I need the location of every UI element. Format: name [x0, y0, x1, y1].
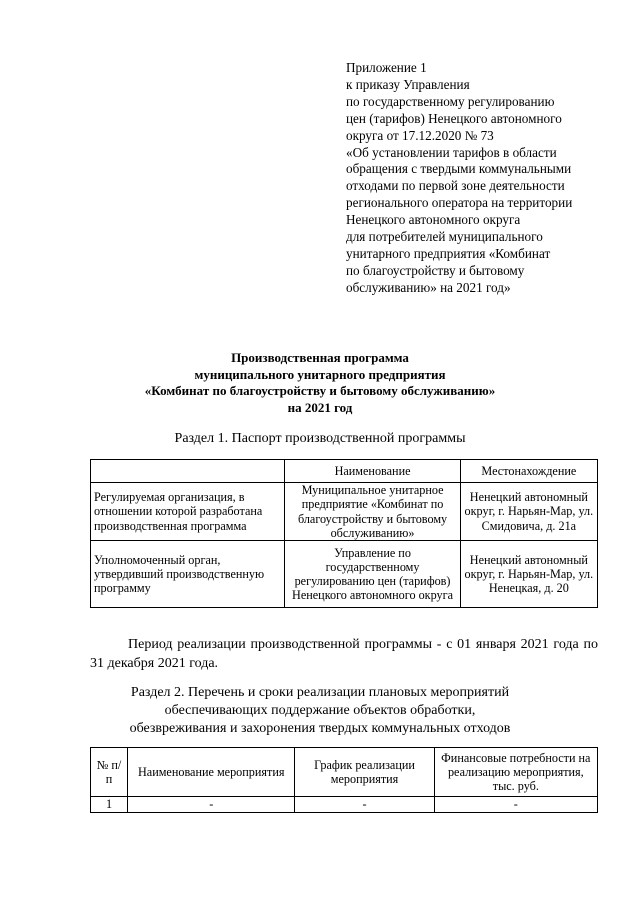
header-cell-name: Наименование: [285, 460, 460, 483]
row-schedule-cell: -: [295, 797, 434, 813]
appendix-line: обслуживанию» на 2021 год»: [346, 279, 511, 295]
appendix-line: по благоустройству и бытовому: [346, 262, 525, 278]
appendix-line: Приложение 1: [346, 60, 427, 75]
appendix-block: [346, 60, 626, 297]
appendix-line: округа от 17.12.2020 № 73: [346, 127, 494, 143]
title-line: Производственная программа: [231, 350, 409, 365]
appendix-line: «Об установлении тарифов в области: [346, 144, 557, 160]
header-cell-finance: Финансовые потребности на реализацию мероприятия, тыс. руб.: [434, 748, 597, 797]
row-activity-cell: -: [128, 797, 295, 813]
title-line: «Комбинат по благоустройству и бытовому обслуживанию»: [144, 383, 496, 398]
section2-heading-line: Раздел 2. Перечень и сроки реализации плановых мероприятий: [130, 685, 510, 700]
title-line: муниципального унитарного предприятия: [194, 366, 446, 382]
header-cell-number: № п/п: [91, 748, 128, 797]
row-location-cell: Ненецкий автономный округ, г. Нарьян-Мар, ул. Ненецкая, д. 20: [460, 541, 597, 608]
appendix-line: унитарного предприятия «Комбинат: [346, 245, 551, 261]
table-row: [91, 541, 598, 608]
period-paragraph: [90, 635, 598, 673]
period-text: Период реализации производственной программы - с 01 января 2021 года по 31 декабря 2021 года.: [90, 637, 598, 671]
plan-table: [90, 747, 598, 813]
row-location-cell: Ненецкий автономный округ, г. Нарьян-Мар, ул. Смидовича, д. 21а: [460, 483, 597, 541]
row-number-cell: 1: [91, 797, 128, 813]
section1-heading: Раздел 1. Паспорт производственной программы: [174, 431, 466, 446]
table-row: [91, 483, 598, 541]
header-cell-schedule: График реализации мероприятия: [295, 748, 434, 797]
row-finance-cell: -: [434, 797, 597, 813]
document-title: [0, 350, 640, 416]
header-cell-empty: [91, 460, 285, 483]
header-cell-activity: Наименование мероприятия: [128, 748, 295, 797]
row-label-cell: Уполномоченный орган, утвердивший производственную программу: [91, 541, 285, 608]
row-name-cell: Управление по государственному регулированию цен (тарифов) Ненецкого автономного округа: [285, 541, 460, 608]
appendix-line: по государственному регулированию: [346, 93, 555, 109]
table-header-row: [91, 748, 598, 797]
appendix-line: отходами по первой зоне деятельности: [346, 178, 565, 194]
section2-heading-line: обезвреживания и захоронения твердых коммунальных отходов: [129, 721, 511, 736]
section2-heading: [0, 684, 640, 738]
title-line: на 2021 год: [287, 399, 353, 415]
appendix-line: Ненецкого автономного округа: [346, 212, 521, 228]
section2-heading-line: обеспечивающих поддержание объектов обработки,: [164, 703, 476, 718]
header-cell-location: Местонахождение: [460, 460, 597, 483]
table-header-row: [91, 460, 598, 483]
appendix-line: цен (тарифов) Ненецкого автономного: [346, 110, 562, 126]
row-label-cell: Регулируемая организация, в отношении которой разработана производственная программа: [91, 483, 285, 541]
appendix-line: для потребителей муниципального: [346, 229, 543, 245]
table-row: [91, 797, 598, 813]
row-name-cell: Муниципальное унитарное предприятие «Комбинат по благоустройству и бытовому обслуживанию»: [285, 483, 460, 541]
appendix-line: регионального оператора на территории: [346, 195, 573, 211]
appendix-line: к приказу Управления: [346, 76, 470, 92]
passport-table: [90, 459, 598, 608]
appendix-line: обращения с твердыми коммунальными: [346, 161, 572, 177]
